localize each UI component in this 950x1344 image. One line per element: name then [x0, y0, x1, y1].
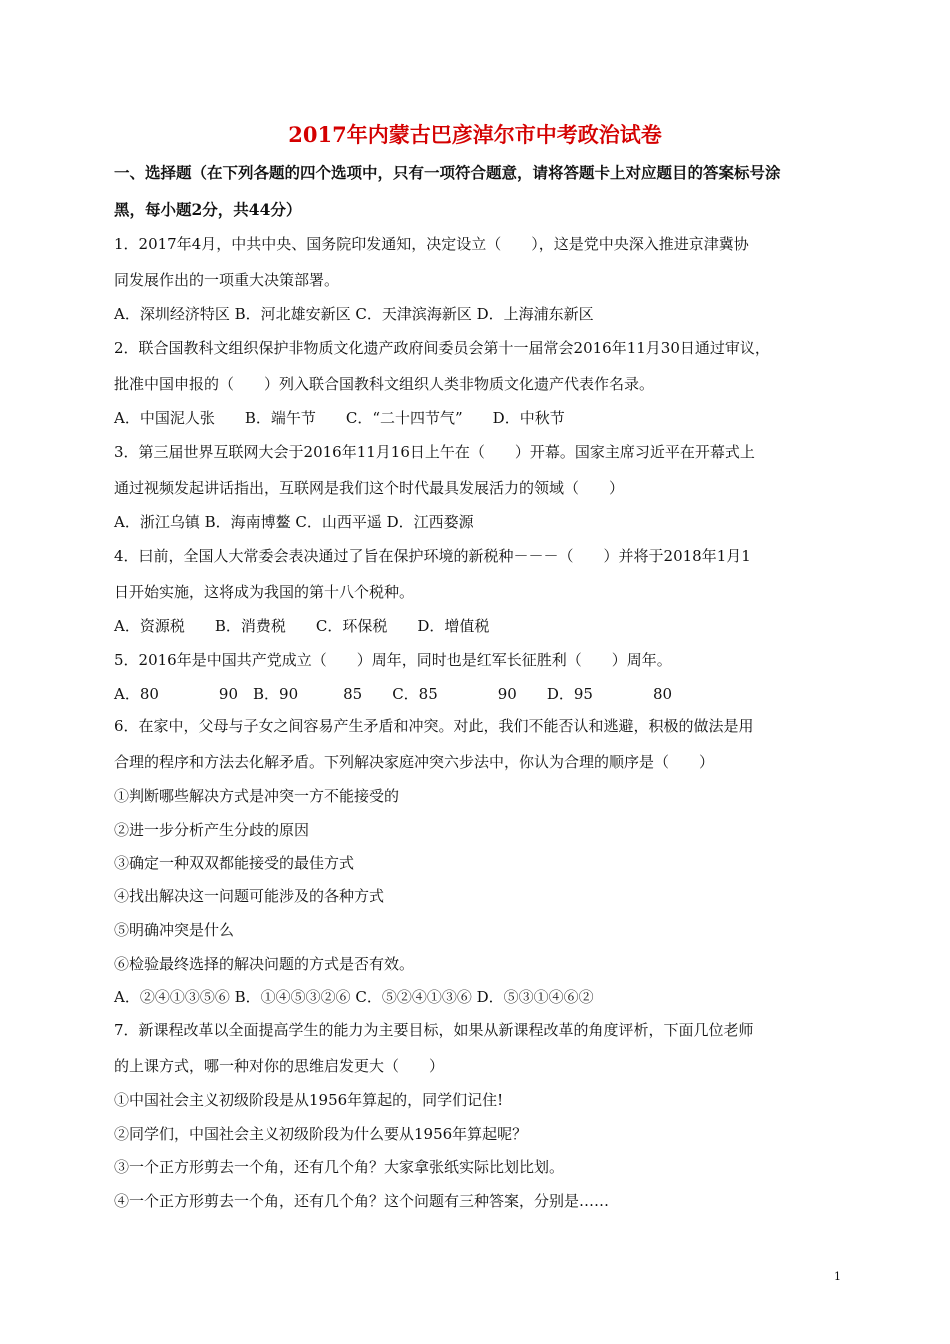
question-6-stem-line-2: 合理的程序和方法去化解矛盾。下列解决家庭冲突六步法中，你认为合理的顺序是（ ）	[114, 753, 715, 771]
question-5-stem: 5．2016年是中国共产党成立（ ）周年，同时也是红军长征胜利（ ）周年。	[114, 651, 672, 669]
question-5-options: A．80 90 B．90 85 C．85 90 D．95 80	[114, 685, 673, 703]
question-7-stem-line-2: 的上课方式，哪一种对你的思维启发更大（ ）	[114, 1057, 445, 1075]
question-4-stem-line-2: 日开始实施，这将成为我国的第十八个税种。	[114, 583, 415, 601]
question-3-stem-line-1: 3．第三届世界互联网大会于2016年11月16日上午在（ ）开幕。国家主席习近平在开幕式上	[114, 443, 755, 461]
section-heading-line-2: 黑，每小题2分，共44分）	[114, 200, 302, 219]
page-number: 1	[834, 1270, 841, 1283]
question-3-options: A．浙江乌镇 B．海南博鳌 C．山西平遥 D．江西婺源	[114, 513, 474, 531]
question-6-stem-line-1: 6．在家中，父母与子女之间容易产生矛盾和冲突。对此，我们不能否认和逃避，积极的做法是用	[114, 717, 754, 735]
section-heading-line-1: 一、选择题（在下列各题的四个选项中，只有一项符合题意，请将答题卡上对应题目的答案标号涂	[114, 163, 781, 182]
question-6-item-4: ④找出解决这一问题可能涉及的各种方式	[114, 887, 385, 905]
question-6-item-5: ⑤明确冲突是什么	[114, 921, 235, 939]
question-6-item-6: ⑥检验最终选择的解决问题的方式是否有效。	[114, 955, 415, 973]
question-2-options: A．中国泥人张 B．端午节 C．“二十四节气” D．中秋节	[114, 409, 565, 427]
question-7-item-4: ④一个正方形剪去一个角，还有几个角？这个问题有三种答案，分别是……	[114, 1192, 610, 1210]
question-2-stem-line-2: 批准中国申报的（ ）列入联合国教科文组织人类非物质文化遗产代表作名录。	[114, 375, 655, 393]
question-7-item-2: ②同学们，中国社会主义初级阶段为什么要从1956年算起呢？	[114, 1125, 528, 1143]
question-6-options: A．②④①③⑤⑥ B．①④⑤③②⑥ C．⑤②④①③⑥ D．⑤③①④⑥②	[114, 988, 594, 1006]
question-6-item-2: ②进一步分析产生分歧的原因	[114, 821, 310, 839]
question-1-stem-line-1: 1．2017年4月，中共中央、国务院印发通知，决定设立（ ），这是党中央深入推进京津冀协	[114, 235, 749, 253]
question-7-stem-line-1: 7．新课程改革以全面提高学生的能力为主要目标，如果从新课程改革的角度评析，下面几位老师	[114, 1021, 754, 1039]
question-7-item-3: ③一个正方形剪去一个角，还有几个角？大家拿张纸实际比划比划。	[114, 1158, 565, 1176]
question-6-item-3: ③确定一种双双都能接受的最佳方式	[114, 854, 355, 872]
question-2-stem-line-1: 2．联合国教科文组织保护非物质文化遗产政府间委员会第十一届常会2016年11月30日通过审议，	[114, 339, 770, 357]
question-3-stem-line-2: 通过视频发起讲话指出，互联网是我们这个时代最具发展活力的领域（ ）	[114, 479, 625, 497]
question-1-options: A．深圳经济特区 B．河北雄安新区 C．天津滨海新区 D．上海浦东新区	[114, 305, 594, 323]
page-title: 2017年内蒙古巴彦淖尔市中考政治试卷	[288, 122, 662, 147]
question-4-options: A．资源税 B．消费税 C．环保税 D．增值税	[114, 617, 490, 635]
question-7-item-1: ①中国社会主义初级阶段是从1956年算起的，同学们记住!	[114, 1091, 504, 1109]
question-1-stem-line-2: 同发展作出的一项重大决策部署。	[114, 271, 340, 289]
question-6-item-1: ①判断哪些解决方式是冲突一方不能接受的	[114, 787, 400, 805]
question-4-stem-line-1: 4．曰前，全国人大常委会表决通过了旨在保护环境的新税种－－－（ ）并将于2018年1月1	[114, 547, 751, 565]
